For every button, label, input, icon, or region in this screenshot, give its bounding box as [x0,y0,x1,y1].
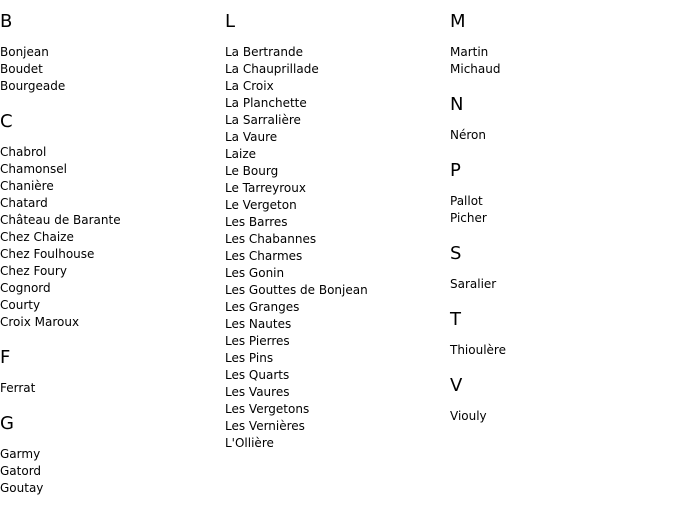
place-link[interactable]: Bonjean [0,45,49,59]
letter-heading: V [450,375,463,396]
letter-group [0,11,225,95]
place-link[interactable]: Boudet [0,62,43,76]
place-link[interactable]: Chamonsel [0,162,67,176]
place-link[interactable]: Chez Foury [0,264,67,278]
place-link[interactable]: Viouly [450,409,487,423]
place-link[interactable]: Chez Foulhouse [0,247,95,261]
place-link[interactable]: Château de Barante [0,213,121,227]
place-link[interactable]: Les Nautes [225,317,292,331]
place-list [450,408,675,425]
place-link[interactable]: Gatord [0,464,42,478]
place-list [0,144,225,331]
index-column-1 [0,0,225,497]
place-link[interactable]: Les Vernières [225,419,305,433]
letter-group [450,94,675,144]
place-list [450,127,675,144]
place-list [450,44,675,78]
letter-group [0,347,225,397]
place-link[interactable]: Cognord [0,281,51,295]
letter-heading: L [225,11,236,32]
letter-group [0,111,225,331]
index-column-2 [225,0,450,452]
place-link[interactable]: La Vaure [225,130,278,144]
place-link[interactable]: Laize [225,147,257,161]
letter-heading: N [450,94,464,115]
place-link[interactable]: Les Gouttes de Bonjean [225,283,368,297]
place-link[interactable]: Le Tarreyroux [225,181,306,195]
letter-group [450,243,675,293]
place-link[interactable]: Picher [450,211,487,225]
letter-heading: B [0,11,13,32]
place-link[interactable]: Goutay [0,481,44,495]
place-link[interactable]: Pallot [450,194,483,208]
place-list [450,342,675,359]
letter-heading: M [450,11,466,32]
letter-group [450,160,675,227]
place-list [0,44,225,95]
letter-group [450,375,675,425]
place-link[interactable]: Michaud [450,62,501,76]
letter-heading: C [0,111,13,132]
index-column-3 [450,0,675,425]
place-link[interactable]: Le Vergeton [225,198,297,212]
place-list [450,193,675,227]
place-link[interactable]: L'Ollière [225,436,274,450]
place-link[interactable]: La Croix [225,79,274,93]
place-link[interactable]: Les Gonin [225,266,285,280]
letter-group [0,413,225,497]
place-list [0,446,225,497]
place-link[interactable]: Martin [450,45,489,59]
place-link[interactable]: Le Bourg [225,164,279,178]
place-link[interactable]: Les Vergetons [225,402,310,416]
letter-heading: P [450,160,461,181]
letter-group [225,11,450,452]
place-link[interactable]: Les Pierres [225,334,290,348]
place-link[interactable]: Les Granges [225,300,300,314]
letter-heading: T [450,309,461,330]
place-link[interactable]: Chez Chaize [0,230,74,244]
place-link[interactable]: Garmy [0,447,41,461]
place-link[interactable]: Les Quarts [225,368,290,382]
place-link[interactable]: Les Pins [225,351,274,365]
place-link[interactable]: Thioulère [450,343,506,357]
place-link[interactable]: Courty [0,298,41,312]
place-link[interactable]: Croix Maroux [0,315,80,329]
letter-heading: G [0,413,14,434]
place-list [450,276,675,293]
place-link[interactable]: Chatard [0,196,48,210]
place-link[interactable]: Bourgeade [0,79,66,93]
place-link[interactable]: Chanière [0,179,54,193]
place-link[interactable]: Ferrat [0,381,36,395]
place-link[interactable]: Les Vaures [225,385,290,399]
place-link[interactable]: La Bertrande [225,45,303,59]
place-link[interactable]: Chabrol [0,145,47,159]
letter-heading: F [0,347,11,368]
letter-group [450,309,675,359]
place-link[interactable]: Néron [450,128,486,142]
letter-heading: S [450,243,462,264]
place-link[interactable]: Les Barres [225,215,288,229]
place-link[interactable]: La Sarralière [225,113,301,127]
place-list [0,380,225,397]
place-link[interactable]: Les Chabannes [225,232,317,246]
place-link[interactable]: La Chauprillade [225,62,319,76]
place-link[interactable]: Saralier [450,277,497,291]
place-link[interactable]: La Planchette [225,96,307,110]
place-link[interactable]: Les Charmes [225,249,303,263]
letter-group [450,11,675,78]
place-list [225,44,450,452]
